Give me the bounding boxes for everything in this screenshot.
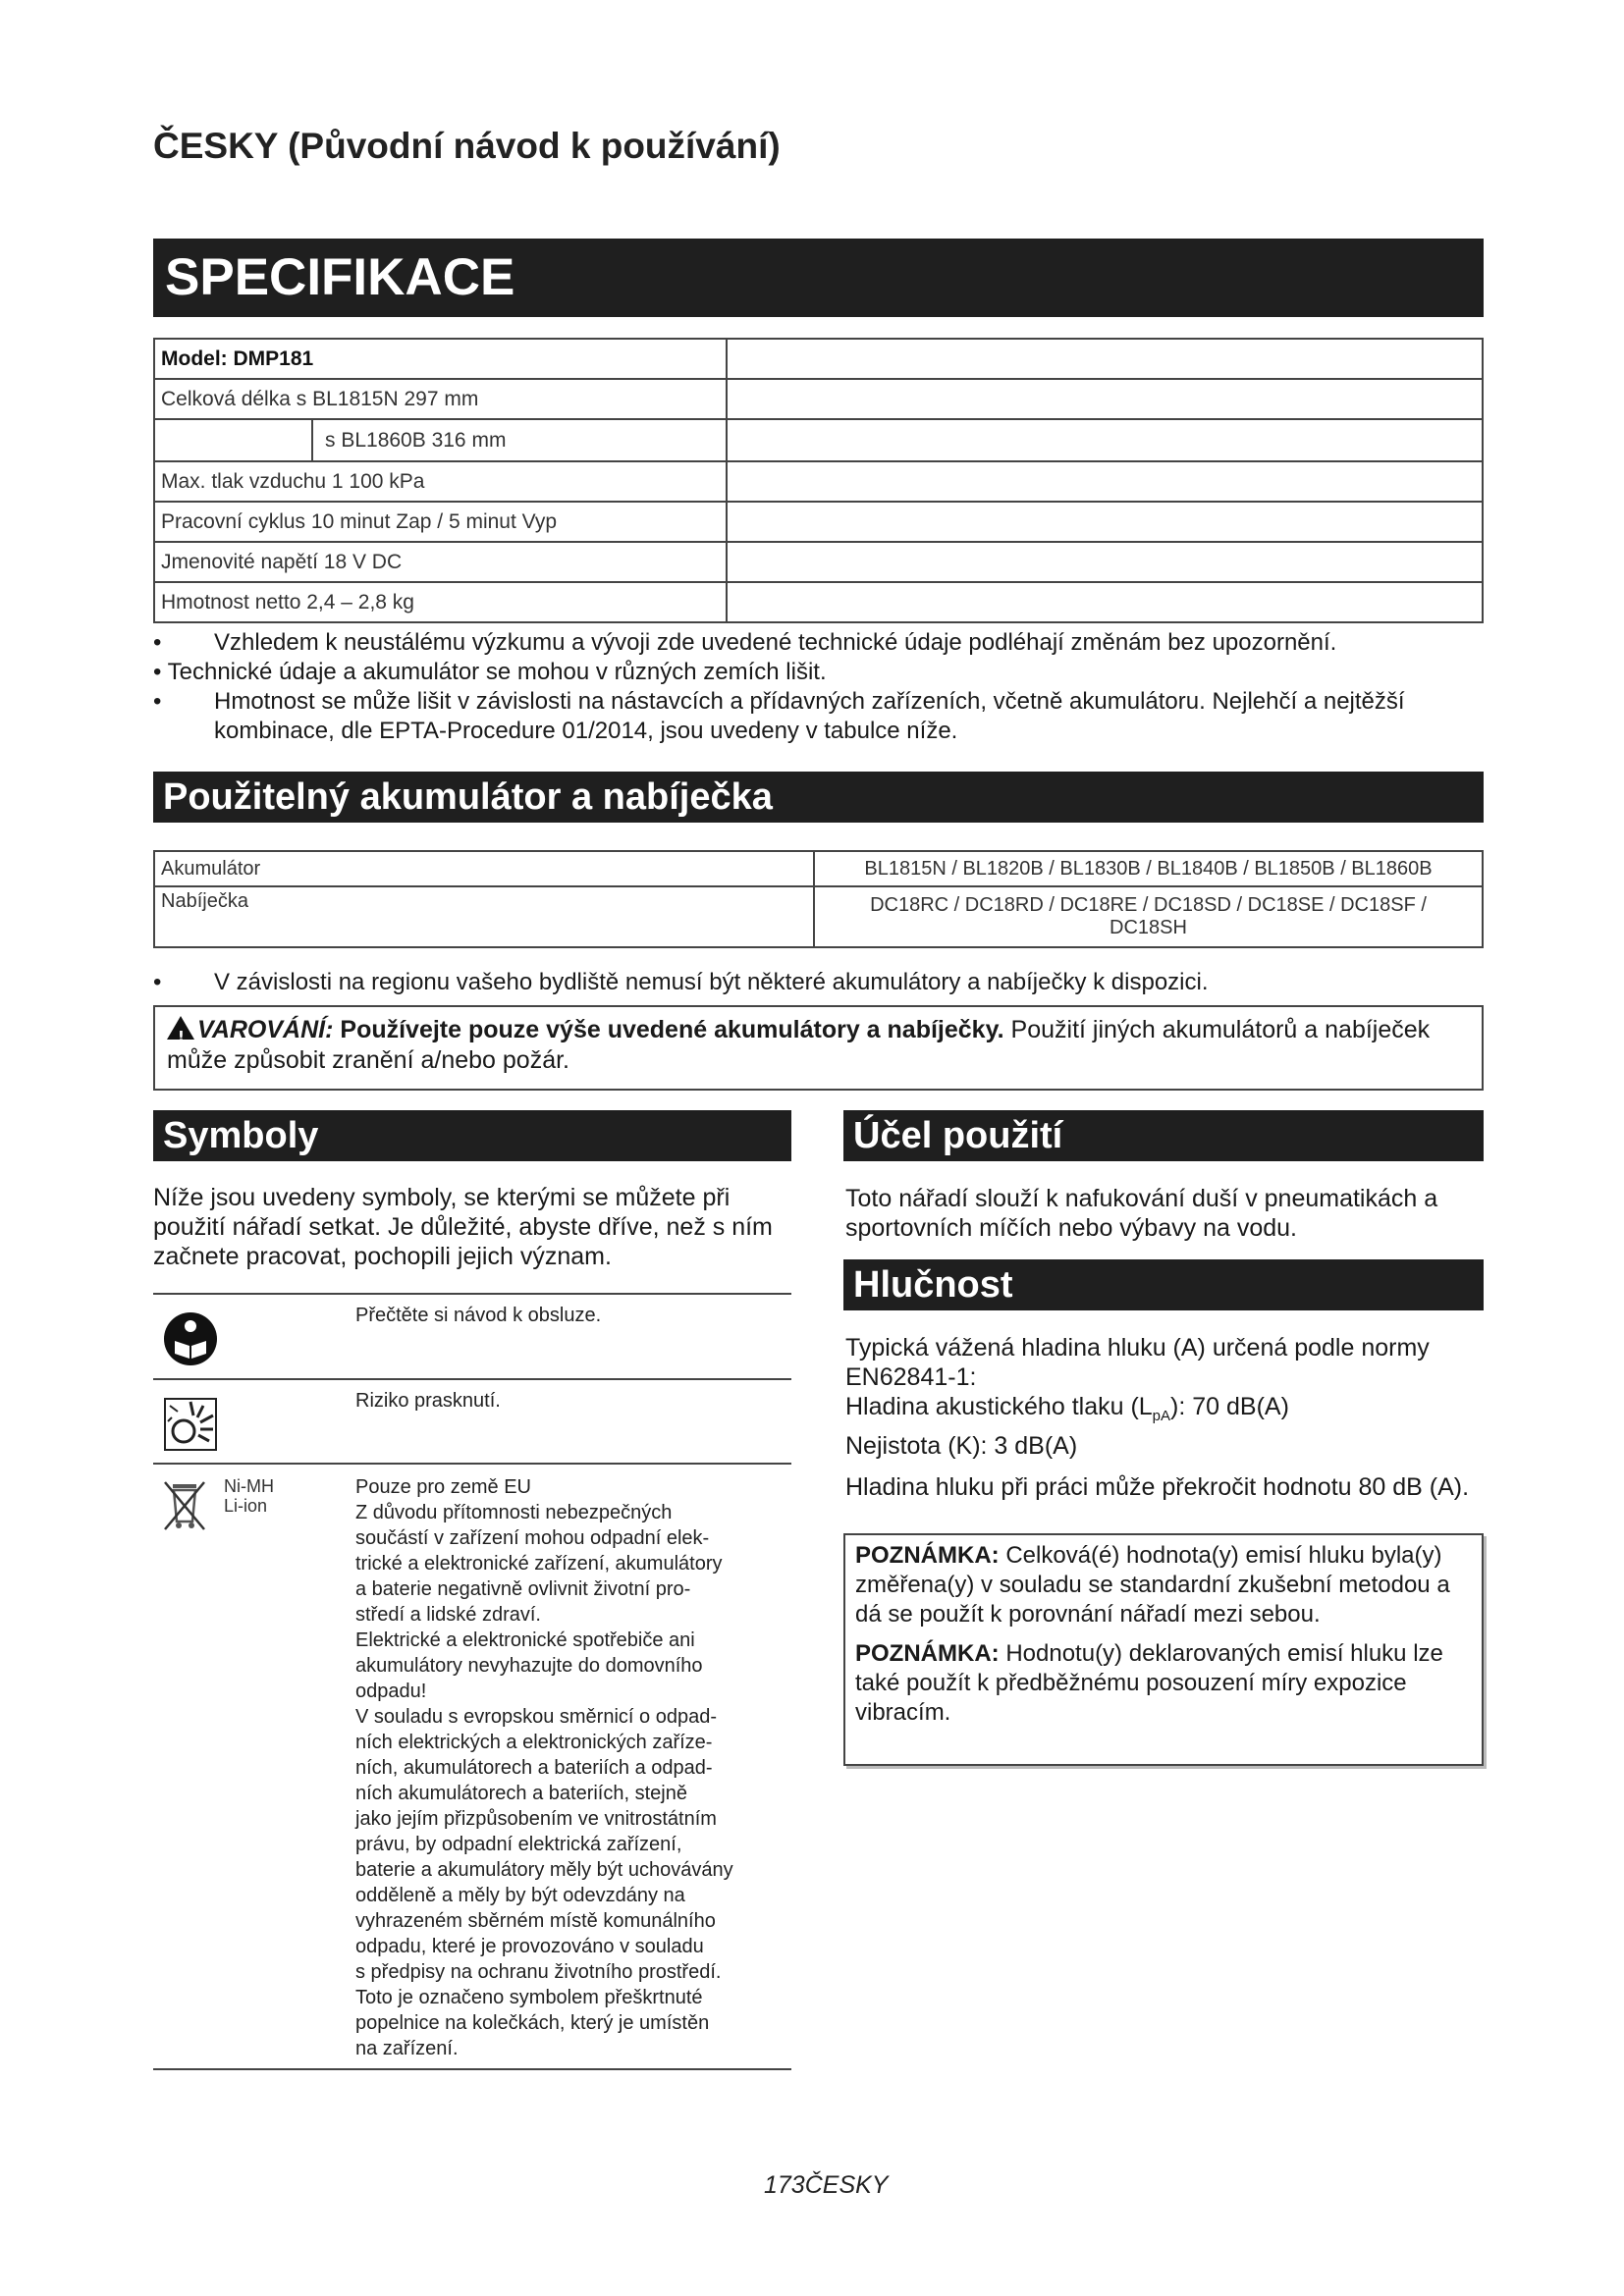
table-row <box>154 502 1483 542</box>
burst-hazard-icon <box>164 1398 217 1451</box>
spec-length-2-text: s BL1860B 316 mm <box>311 420 506 460</box>
page-title: ČESKY (Původní návod k používání) <box>153 126 781 166</box>
hlucnost-line-4: Hladina hluku při práci může překročit hodnotu 80 dB (A). <box>845 1473 1470 1501</box>
specifikace-heading: SPECIFIKACE <box>153 239 1484 317</box>
note-1-text: Celková(é) hodnota(y) emisí hluku byla(y) změřena(y) v souladu se standardní zkušební metodou a dá se použít k porovnání nářadí mezi sebou. <box>855 1542 1450 1628</box>
list-item <box>153 628 1484 658</box>
pressure-label: Hladina akustického tlaku (L <box>845 1393 1153 1420</box>
note-box <box>843 1533 1484 1766</box>
spec-length-cell: Celková délka s BL1815N 297 mm <box>154 379 727 419</box>
table-row <box>153 1465 791 2070</box>
bullet-dot: • <box>153 969 162 995</box>
weee-line: baterie a akumulátory měly být uchovávány <box>355 1859 733 1881</box>
symboly-heading: Symboly <box>153 1110 791 1161</box>
weee-line: Elektrické a elektronické spotřebiče ani <box>355 1629 695 1651</box>
weee-line: s předpisy na ochranu životního prostředí. <box>355 1961 722 1983</box>
hlucnost-line-3: Nejistota (K): 3 dB(A) <box>845 1432 1078 1460</box>
weee-text <box>355 1474 733 2061</box>
battery-type-labels <box>224 1476 274 1516</box>
bullet-dot: • <box>153 629 162 656</box>
note-2 <box>855 1639 1472 1728</box>
model-cell: Model: DMP181 <box>154 339 727 379</box>
table-row <box>154 339 1483 379</box>
note-2-label: POZNÁMKA: <box>855 1640 1000 1667</box>
weee-line: součástí v zařízení mohou odpadní elek- <box>355 1527 710 1549</box>
battery-label: Akumulátor <box>154 851 814 886</box>
akumulator-note-text: V závislosti na regionu vašeho bydliště nemusí být některé akumulátory a nabíječky k dispozici. <box>214 969 1209 995</box>
weee-line: Toto je označeno symbolem přeškrtnuté <box>355 1987 703 2008</box>
bullet-dot: • <box>153 659 168 685</box>
weee-line: odpadu! <box>355 1681 427 1702</box>
warning-label: VAROVÁNÍ: <box>197 1016 334 1043</box>
weee-line: trické a elektronické zařízení, akumulátory <box>355 1553 723 1575</box>
weee-line: odděleně a měly by být odevzdány na <box>355 1885 685 1906</box>
spec-weight-cell: Hmotnost netto 2,4 – 2,8 kg <box>154 582 727 622</box>
read-manual-text: Přečtěte si návod k obsluze. <box>355 1305 602 1326</box>
table-row <box>154 582 1483 622</box>
warning-box <box>153 1005 1484 1091</box>
table-row <box>154 851 1483 886</box>
spec-duty-cycle-cell: Pracovní cyklus 10 minut Zap / 5 minut Vyp <box>154 502 727 542</box>
table-row <box>154 542 1483 582</box>
list-item <box>153 658 1484 687</box>
weee-line: vyhrazeném sběrném místě komunálního <box>355 1910 716 1932</box>
warning-text: Použití jiných akumulátorů a nabíječek může způsobit zranění a/nebo požár. <box>167 1016 1431 1074</box>
note-2-text: Hodnotu(y) deklarovaných emisí hluku lze také použít k předběžnému posouzení míry expozice vibracím. <box>855 1640 1443 1726</box>
weee-line: právu, by odpadní elektrická zařízení, <box>355 1834 682 1855</box>
warning-strong-text: Používejte pouze výše uvedené akumulátory a nabíječky. <box>340 1016 1004 1043</box>
empty-cell <box>727 379 1483 419</box>
weee-line: ních elektrických a elektronických zaříze- <box>355 1732 713 1753</box>
li-ion-label: Li-ion <box>224 1496 268 1516</box>
spec-table <box>153 338 1484 623</box>
list-item <box>153 687 1484 746</box>
akumulator-note <box>153 968 1484 997</box>
note-1-label: POZNÁMKA: <box>855 1542 1000 1569</box>
ni-mh-label: Ni-MH <box>224 1476 274 1496</box>
battery-table <box>153 850 1484 948</box>
empty-cell <box>727 419 1483 461</box>
charger-label: Nabíječka <box>154 886 814 947</box>
charger-value <box>814 886 1483 947</box>
spec-voltage-cell: Jmenovité napětí 18 V DC <box>154 542 727 582</box>
weee-line: ních akumulátorech a bateriích, stejně <box>355 1783 687 1804</box>
weee-line: odpadu, které je provozováno v souladu <box>355 1936 704 1957</box>
table-row <box>154 461 1483 502</box>
ucel-text: Toto nářadí slouží k nafukování duší v pneumatikách a sportovních míčích nebo výbavy na vodu. <box>845 1185 1438 1242</box>
hlucnost-line-1: Typická vážená hladina hluku (A) určená podle normy EN62841-1: <box>845 1334 1430 1391</box>
ucel-heading: Účel použití <box>843 1110 1484 1161</box>
charger-value-line-1: DC18RC / DC18RD / DC18RE / DC18SD / DC18SE / DC18SF / <box>870 894 1427 916</box>
symboly-intro: Níže jsou uvedeny symboly, se kterými se můžete při použití nářadí setkat. Je důležité, abyste dříve, než s ním začnete pracovat, pochopili jejich význam. <box>153 1184 773 1270</box>
spec-pressure-cell: Max. tlak vzduchu 1 100 kPa <box>154 461 727 502</box>
akumulator-heading: Použitelný akumulátor a nabíječka <box>153 772 1484 823</box>
spec-note-2: Technické údaje a akumulátor se mohou v různých zemích lišit. <box>167 659 827 685</box>
table-row <box>154 379 1483 419</box>
weee-line: a baterie negativně ovlivnit životní pro- <box>355 1578 691 1600</box>
symbols-table <box>153 1293 791 2070</box>
weee-line: středí a lidské zdraví. <box>355 1604 541 1626</box>
list-item <box>153 968 1484 997</box>
empty-cell <box>727 502 1483 542</box>
weee-line: na zařízení. <box>355 2038 459 2059</box>
hlucnost-text <box>845 1333 1474 1502</box>
battery-value: BL1815N / BL1820B / BL1830B / BL1840B / BL1850B / BL1860B <box>814 851 1483 886</box>
burst-hazard-text: Riziko prasknutí. <box>355 1390 501 1412</box>
table-row <box>154 419 1483 461</box>
table-row <box>154 886 1483 947</box>
read-manual-icon <box>163 1311 218 1366</box>
weee-line: Z důvodu přítomnosti nebezpečných <box>355 1502 673 1523</box>
empty-cell <box>727 542 1483 582</box>
empty-cell <box>727 461 1483 502</box>
note-1 <box>855 1541 1472 1629</box>
charger-value-line-2: DC18SH <box>1110 917 1187 938</box>
weee-line: Pouze pro země EU <box>355 1476 531 1498</box>
spec-length-2-cell <box>154 419 727 461</box>
empty-cell <box>727 582 1483 622</box>
weee-line: akumulátory nevyhazujte do domovního <box>355 1655 703 1677</box>
hlucnost-heading: Hlučnost <box>843 1259 1484 1310</box>
crossed-bin-icon <box>161 1476 208 1533</box>
spec-notes <box>153 628 1484 746</box>
empty-cell <box>727 339 1483 379</box>
hlucnost-line-2 <box>845 1392 1474 1431</box>
weee-line: popelnice na kolečkách, který je umístěn <box>355 2012 710 2034</box>
spec-note-3: Hmotnost se může lišit v závislosti na nástavcích a přídavných zařízeních, včetně akumulátoru. Nejlehčí a nejtěžší kombinace, dle EPTA-Procedure 01/2014, jsou uvedeny v tabulce níže. <box>214 688 1405 744</box>
table-row <box>153 1295 791 1380</box>
weee-line: V souladu s evropskou směrnicí o odpad- <box>355 1706 717 1728</box>
weee-line: ních, akumulátorech a bateriích a odpad- <box>355 1757 713 1779</box>
bullet-dot: • <box>153 688 162 715</box>
page-number: 173ČESKY <box>764 2171 889 2199</box>
warning-triangle-icon: ! <box>167 1016 194 1040</box>
pressure-value: ): 70 dB(A) <box>1170 1393 1289 1420</box>
table-row <box>153 1380 791 1465</box>
spec-note-1: Vzhledem k neustálému výzkumu a vývoji zde uvedené technické údaje podléhají změnám bez upozornění. <box>214 629 1337 656</box>
weee-line: jako jejím přizpůsobením ve vnitrostátním <box>355 1808 717 1830</box>
pressure-subscript: pA <box>1152 1408 1171 1424</box>
